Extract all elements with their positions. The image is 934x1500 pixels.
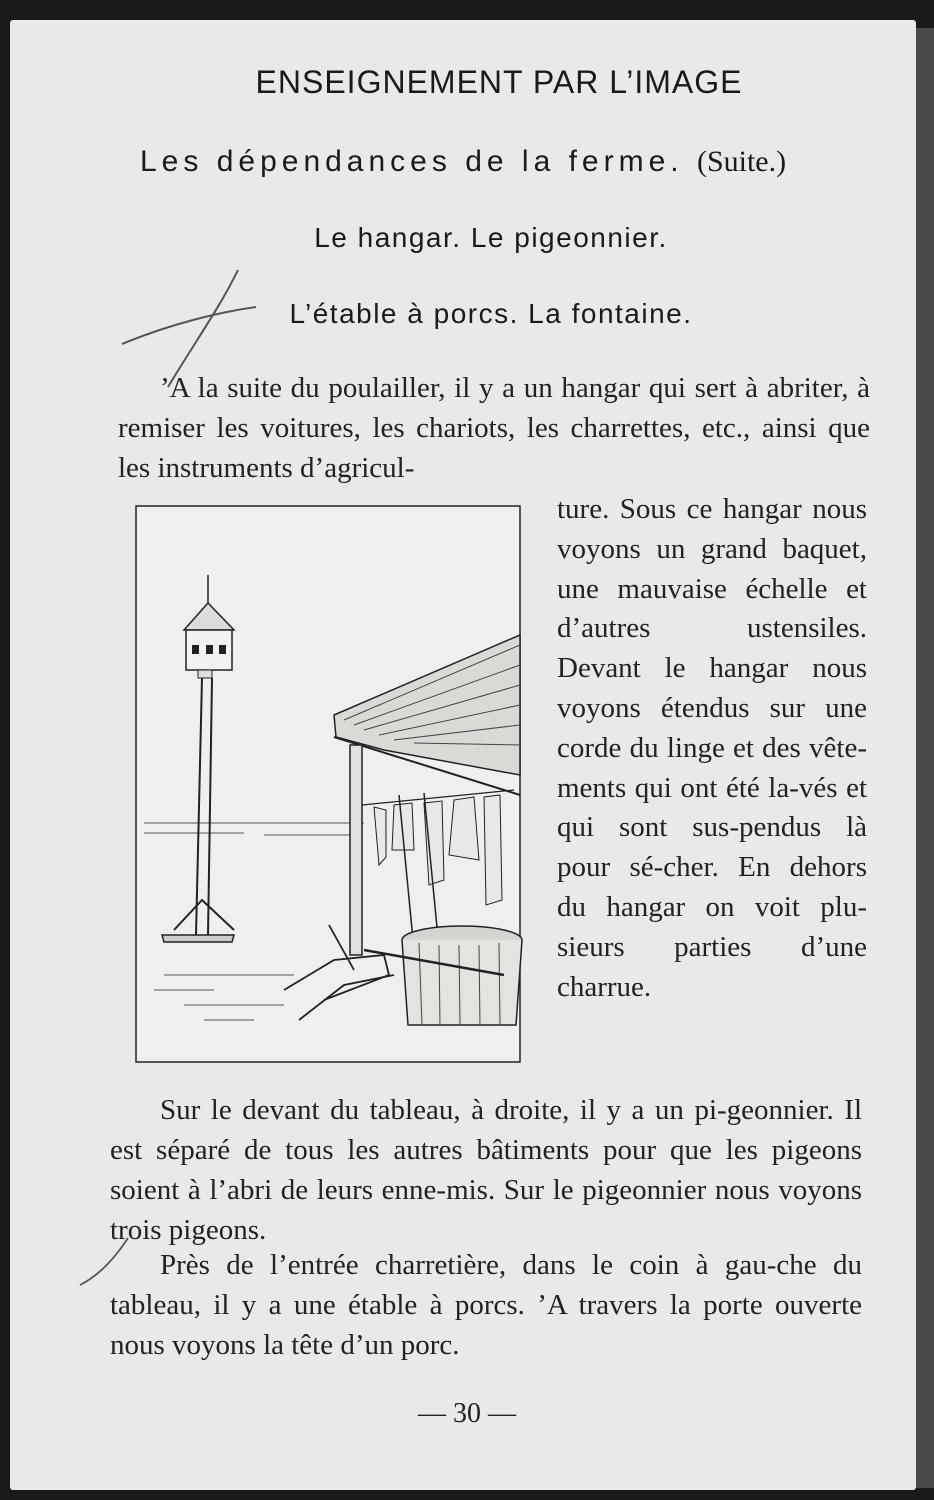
paragraph-1-side: ture. Sous ce hangar nous voyons un grand baquet, une mauvaise échelle et d’autres ustensiles. Devant le hangar nous voyons étendus sur une corde du linge et des vête-ments qui ont été la-vés et qui sont sus-pendus là pour sé-cher. En dehors du hangar on voit plu-sieurs parties d’une charrue. bbox=[557, 493, 867, 1003]
paragraph-1-top: ’A la suite du poulailler, il y a un hangar qui sert à abriter, à remiser les voitures, les chariots, les charrettes, etc., ainsi que les instruments d’agricul- bbox=[118, 372, 870, 484]
paragraph-2: Sur le devant du tableau, à droite, il y a un pi-geonnier. Il est séparé de tous les autres bâtiments pour que les pigeons soient à l’abri de leurs enne-mis. Sur le pigeonnier nous voyons trois pigeons. bbox=[110, 1094, 862, 1246]
subtitle-text: Les dépendances de la ferme. bbox=[140, 145, 684, 178]
page-title: ENSEIGNEMENT PAR L’IMAGE bbox=[255, 64, 743, 100]
paragraph-3: Près de l’entrée charretière, dans le coin à gau-che du tableau, il y a une étable à porcs. ’A travers la porte ouverte nous voyons la tête d’un porc. bbox=[110, 1249, 862, 1361]
section-heading-etable: L’étable à porcs. La fontaine. bbox=[289, 298, 693, 329]
subtitle bbox=[140, 145, 880, 179]
illustration-hangar-pigeonnier bbox=[124, 505, 524, 1065]
section-heading-hangar: Le hangar. Le pigeonnier. bbox=[314, 222, 668, 253]
subtitle-suffix: (Suite.) bbox=[696, 145, 787, 178]
page-number: — 30 — bbox=[418, 1398, 516, 1429]
